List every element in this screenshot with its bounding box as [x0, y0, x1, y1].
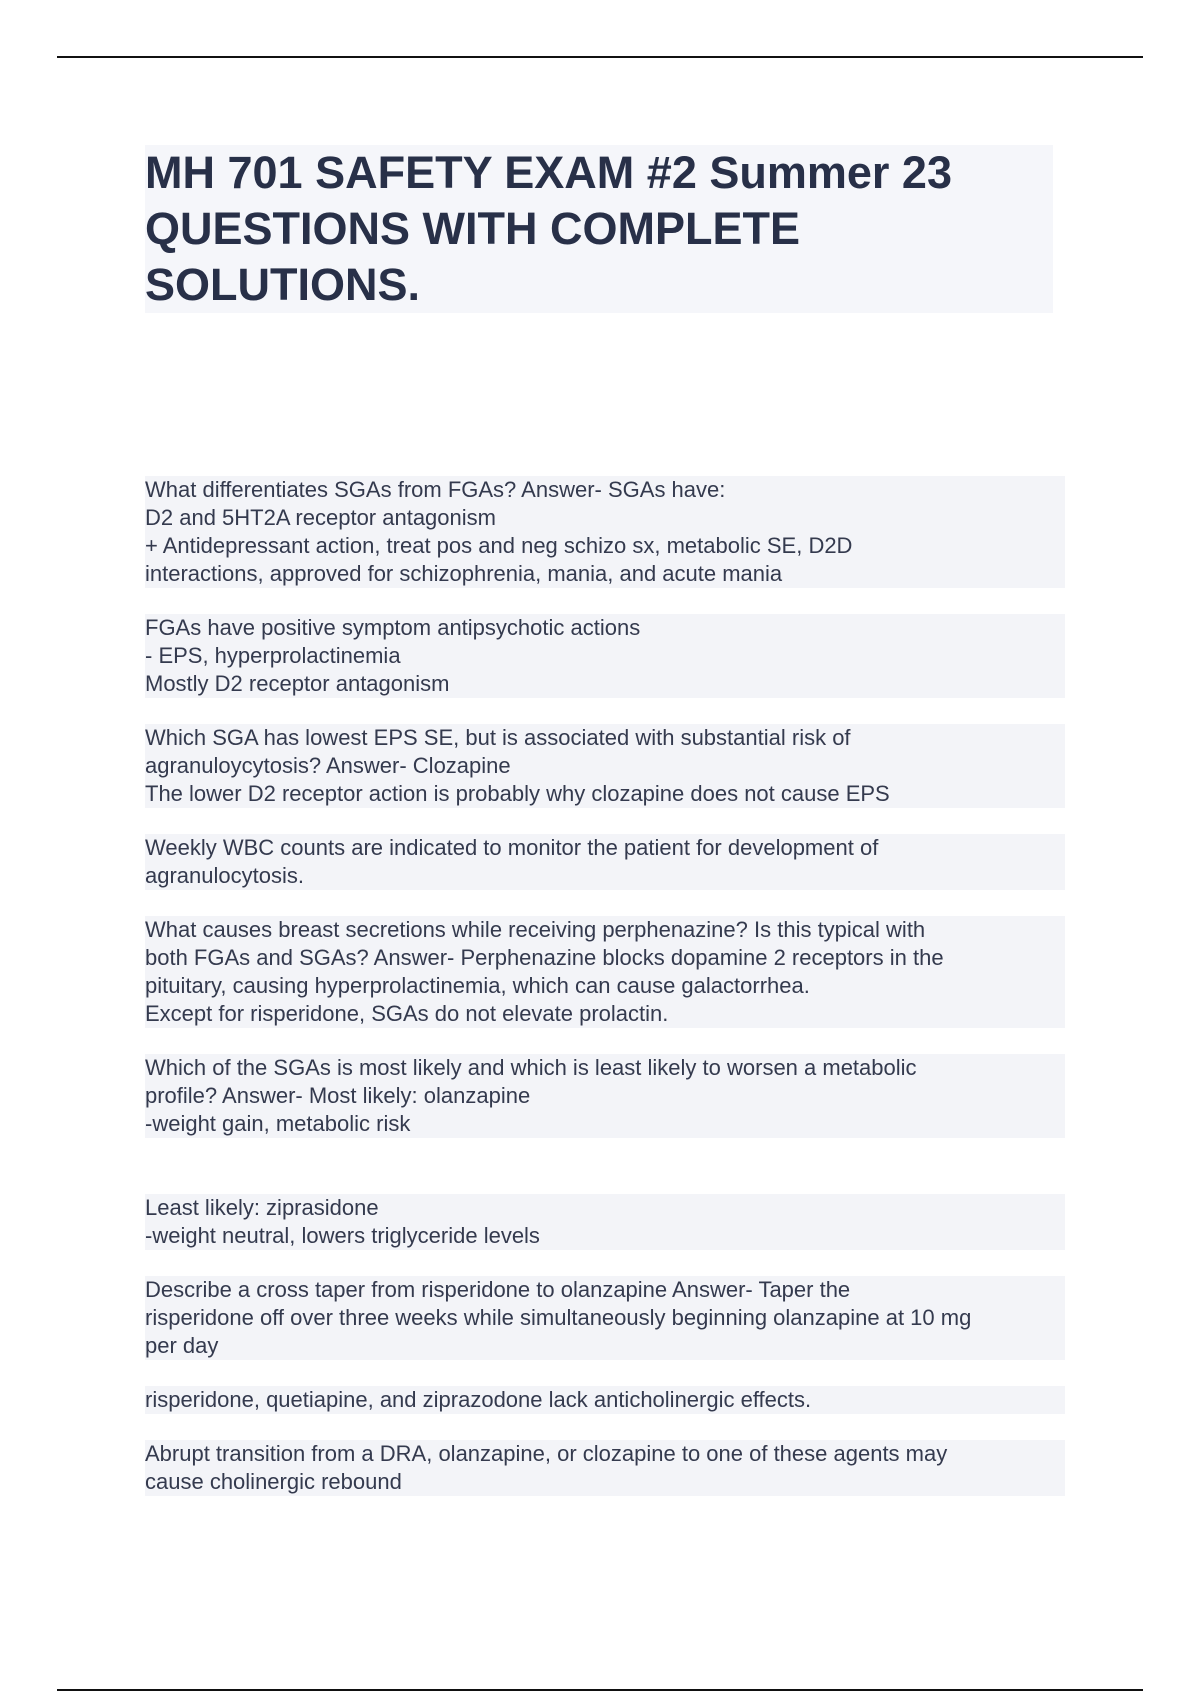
- paragraph-perphenazine: [145, 916, 1065, 1028]
- title-line: QUESTIONS WITH COMPLETE: [145, 203, 801, 254]
- text-line: risperidone, quetiapine, and ziprazodone lack anticholinergic effects.: [145, 1386, 1065, 1414]
- text-line: FGAs have positive symptom antipsychotic actions: [145, 614, 1065, 642]
- text-line: -weight neutral, lowers triglyceride levels: [145, 1222, 1065, 1250]
- title-block: [145, 145, 1053, 313]
- paragraph-cross-taper: [145, 1276, 1065, 1360]
- title-line: MH 701 SAFETY EXAM #2 Summer 23: [145, 147, 952, 198]
- text-line: What causes breast secretions while receiving perphenazine? Is this typical with: [145, 916, 1065, 944]
- text-line: cause cholinergic rebound: [145, 1468, 1065, 1496]
- text-line: both FGAs and SGAs? Answer- Perphenazine blocks dopamine 2 receptors in the: [145, 944, 1065, 972]
- text-line: D2 and 5HT2A receptor antagonism: [145, 504, 1065, 532]
- text-line: Abrupt transition from a DRA, olanzapine, or clozapine to one of these agents may: [145, 1440, 1065, 1468]
- paragraph-anticholinergic: [145, 1386, 1065, 1414]
- paragraph-cholinergic-rebound: [145, 1440, 1065, 1496]
- text-line: Which SGA has lowest EPS SE, but is associated with substantial risk of: [145, 724, 1065, 752]
- text-line: The lower D2 receptor action is probably why clozapine does not cause EPS: [145, 780, 1065, 808]
- text-line: interactions, approved for schizophrenia, mania, and acute mania: [145, 560, 1065, 588]
- text-line: Weekly WBC counts are indicated to monitor the patient for development of: [145, 834, 1065, 862]
- paragraph-sga-vs-fga: [145, 476, 1065, 588]
- paragraph-wbc-counts: [145, 834, 1065, 890]
- text-line: + Antidepressant action, treat pos and neg schizo sx, metabolic SE, D2D: [145, 532, 1065, 560]
- document-title: [145, 145, 1053, 313]
- text-line: Describe a cross taper from risperidone to olanzapine Answer- Taper the: [145, 1276, 1065, 1304]
- top-rule: [57, 56, 1143, 58]
- text-line: per day: [145, 1332, 1065, 1360]
- paragraph-fga-actions: [145, 614, 1065, 698]
- paragraph-least-likely: [145, 1194, 1065, 1250]
- document-body: [145, 476, 1065, 1522]
- paragraph-clozapine: [145, 724, 1065, 808]
- bottom-rule: [57, 1689, 1143, 1691]
- text-line: agranuloycytosis? Answer- Clozapine: [145, 752, 1065, 780]
- text-line: risperidone off over three weeks while simultaneously beginning olanzapine at 10 mg: [145, 1304, 1065, 1332]
- text-line: pituitary, causing hyperprolactinemia, which can cause galactorrhea.: [145, 972, 1065, 1000]
- text-line: -weight gain, metabolic risk: [145, 1110, 1065, 1138]
- text-line: Which of the SGAs is most likely and which is least likely to worsen a metabolic: [145, 1054, 1065, 1082]
- paragraph-metabolic-profile: [145, 1054, 1065, 1138]
- text-line: - EPS, hyperprolactinemia: [145, 642, 1065, 670]
- text-line: agranulocytosis.: [145, 862, 1065, 890]
- text-line: What differentiates SGAs from FGAs? Answer- SGAs have:: [145, 476, 1065, 504]
- text-line: Except for risperidone, SGAs do not elevate prolactin.: [145, 1000, 1065, 1028]
- title-line: SOLUTIONS.: [145, 259, 421, 310]
- text-line: Mostly D2 receptor antagonism: [145, 670, 1065, 698]
- text-line: Least likely: ziprasidone: [145, 1194, 1065, 1222]
- text-line: profile? Answer- Most likely: olanzapine: [145, 1082, 1065, 1110]
